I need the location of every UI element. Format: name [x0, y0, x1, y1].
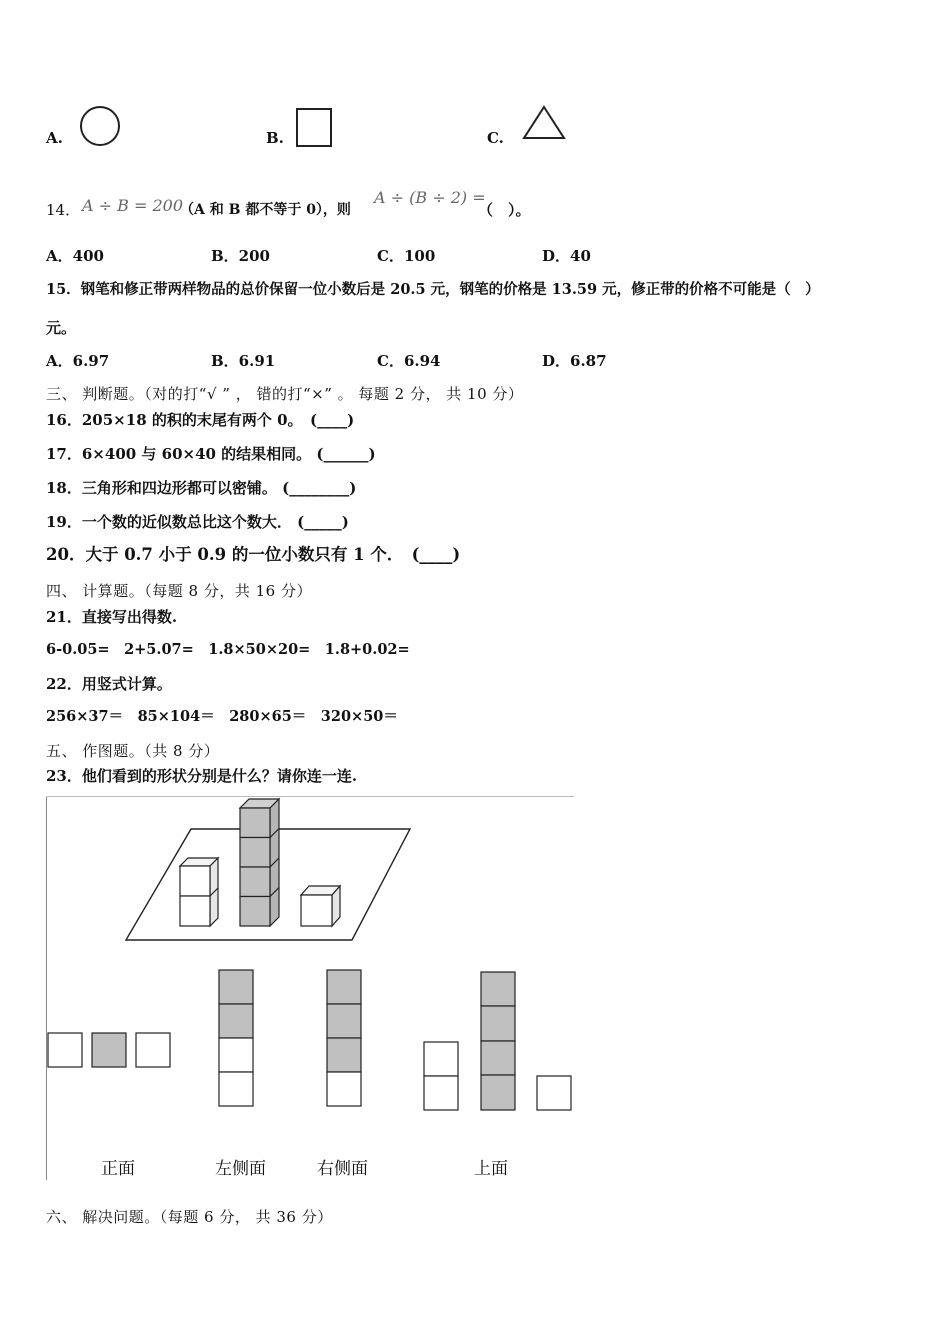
- q19-text: 19．一个数的近似数总比这个数大． (_____): [46, 513, 349, 531]
- q14-number: 14．: [46, 201, 81, 219]
- q20-text: 20．大于 0.7 小于 0.9 的一位小数只有 1 个． (____): [46, 545, 461, 564]
- circle-icon: [78, 104, 124, 150]
- q23-figure-drawing: [46, 796, 576, 1180]
- q21-items: 6-0.05= 2+5.07= 1.8×50×20= 1.8+0.02=: [46, 641, 410, 658]
- q14-condition: （A 和 B 都不等于 0），则: [180, 202, 351, 218]
- label-front-view: 正面: [101, 1159, 135, 1179]
- q22-items: 256×37＝ 85×104＝ 280×65＝ 320×50＝: [46, 708, 398, 725]
- q13-option-b-label: B.: [266, 129, 284, 147]
- label-right-view: 右侧面: [317, 1159, 368, 1179]
- q13-option-c-label: C.: [487, 129, 504, 147]
- q23-figure: [46, 796, 576, 1180]
- q15-option-b: B．6.91: [211, 352, 276, 370]
- q21-title: 21．直接写出得数.: [46, 608, 178, 626]
- q14-option-d: D．40: [542, 247, 591, 265]
- q13-option-a-label: A.: [46, 129, 63, 147]
- q16-text: 16．205×18 的积的末尾有两个 0。 (____): [46, 411, 355, 429]
- q18-text: 18．三角形和四边形都可以密铺。 (________): [46, 479, 357, 497]
- q14-formula-2: A ÷ (B ÷ 2) =: [374, 188, 486, 207]
- q17-text: 17．6×400 与 60×40 的结果相同。 (______): [46, 445, 376, 463]
- q23-title: 23．他们看到的形状分别是什么？请你连一连.: [46, 767, 358, 785]
- q15-text-line1: 15．钢笔和修正带两样物品的总价保留一位小数后是 20.5 元，钢笔的价格是 13.59 元，修正带的价格不可能是（ ）: [46, 281, 820, 298]
- q15-option-a: A．6.97: [46, 352, 110, 370]
- q14-option-c: C．100: [377, 247, 436, 265]
- q14-option-a: A．400: [46, 247, 104, 265]
- q22-title: 22．用竖式计算。: [46, 675, 172, 693]
- triangle-icon: [520, 104, 568, 142]
- q15-option-d: D．6.87: [542, 352, 607, 370]
- section-4-heading: 四、 计算题。（每题 8 分，共 16 分）: [46, 582, 312, 600]
- q14-option-b: B．200: [211, 247, 270, 265]
- section-5-heading: 五、 作图题。（共 8 分）: [46, 742, 220, 760]
- q15-text-line2: 元。: [46, 319, 77, 337]
- section-3-heading: 三、 判断题。（对的打“√ ” ， 错的打“×” 。 每题 2 分， 共 10 分）: [46, 385, 524, 403]
- q14-formula-1: A ÷ B = 200: [82, 196, 184, 215]
- label-top-view: 上面: [474, 1159, 508, 1179]
- q14-blank: （ ）。: [478, 201, 531, 219]
- square-icon: [294, 106, 336, 150]
- label-left-view: 左侧面: [215, 1159, 266, 1179]
- section-6-heading: 六、 解决问题。（每题 6 分， 共 36 分）: [46, 1208, 333, 1226]
- q15-option-c: C．6.94: [377, 352, 441, 370]
